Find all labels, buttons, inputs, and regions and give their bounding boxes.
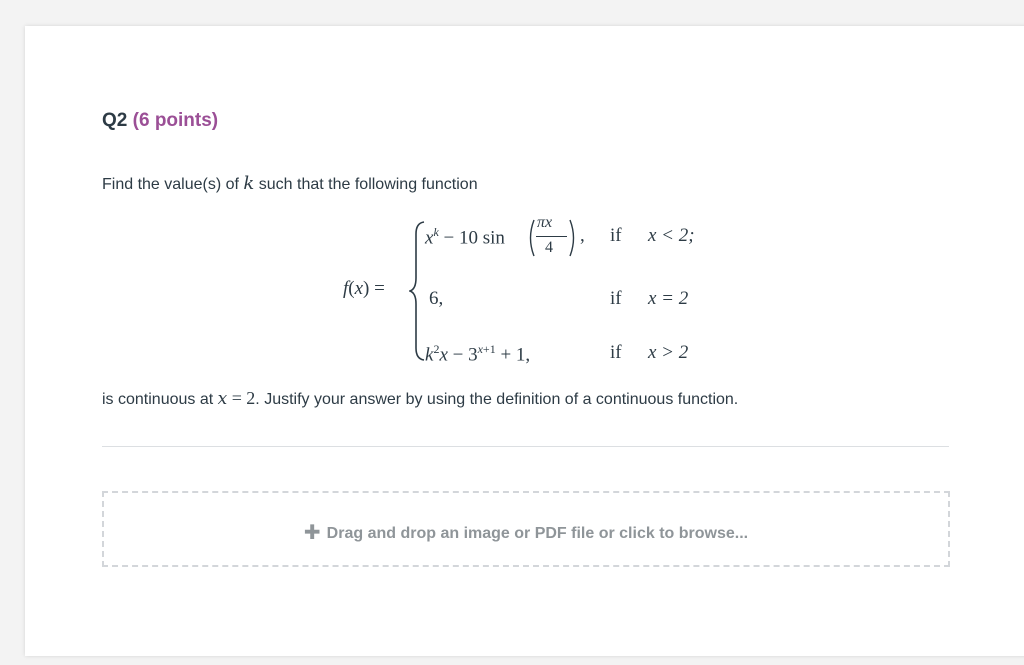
upload-label[interactable]: Drag and drop an image or PDF file or click to browse... (326, 525, 749, 542)
file-upload-dropzone[interactable] (102, 491, 950, 567)
function-lhs: f(x) = (343, 278, 385, 299)
plus-icon: ✚ (303, 522, 321, 544)
question-card (25, 26, 1024, 656)
case-2-expr: 6, (429, 288, 444, 309)
prompt-before: Find the value(s) of (102, 176, 239, 193)
divider (102, 446, 949, 447)
case-1-comma: , (580, 225, 585, 246)
continuity-before: is continuous at (102, 391, 214, 408)
question-points: (6 points) (132, 110, 219, 131)
prompt-after: such that the following function (258, 176, 478, 193)
continuity-value: 2 (246, 388, 256, 408)
case-1-fraction-num: πx (537, 214, 553, 231)
case-2-cond: x = 2 (648, 288, 689, 309)
case-2-if: if (610, 288, 622, 309)
continuity-statement (102, 388, 738, 409)
case-1-fraction-den: 4 (545, 239, 553, 256)
prompt-variable-k: k (243, 173, 255, 194)
case-1-if: if (610, 225, 622, 246)
case-1-expr: $x^k - 10$ sin (425, 225, 505, 249)
continuity-after: . Justify your answer by using the definition of a continuous function. (255, 391, 739, 408)
case-1-paren-left (526, 218, 536, 258)
continuity-eq-sign: = (231, 388, 242, 408)
question-number: Q2 (102, 110, 128, 131)
continuity-var: x (217, 389, 228, 409)
case-3-expr: $k^2x - 3^{x+1} + 1$, (425, 342, 531, 366)
case-3-cond: x > 2 (648, 342, 689, 363)
upload-label-row[interactable] (104, 519, 948, 544)
case-3-if: if (610, 342, 622, 363)
case-1-paren-right (568, 218, 578, 258)
fraction-bar (536, 236, 567, 237)
case-1-cond: x < 2; (648, 225, 695, 246)
piecewise-function (25, 26, 1024, 386)
